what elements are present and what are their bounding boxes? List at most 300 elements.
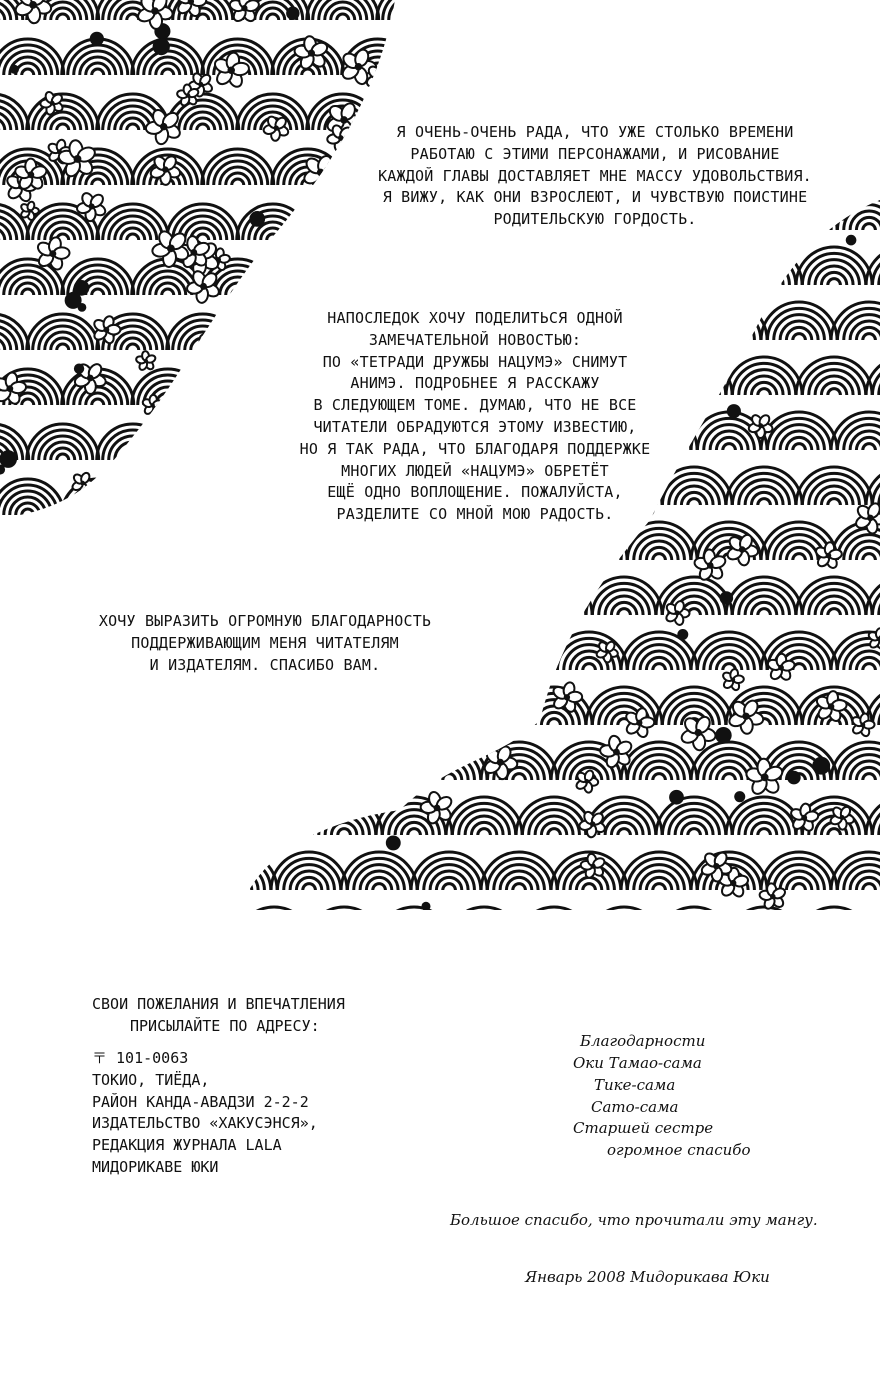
wave-arc	[459, 700, 510, 725]
wave-arc	[312, 253, 375, 285]
wave-arc	[828, 829, 841, 835]
wave-arc	[233, 884, 246, 890]
wave-arc	[331, 712, 356, 725]
wave-arc	[548, 719, 561, 725]
wave-arc	[443, 554, 456, 560]
flower-motif	[748, 413, 774, 438]
wave-arc	[395, 2, 400, 20]
wave-arc	[802, 583, 865, 615]
wave-arc	[739, 260, 790, 285]
wave-arc	[516, 907, 592, 915]
ink-blossom	[677, 629, 688, 640]
wave-arc	[802, 253, 865, 285]
wave-arc	[446, 907, 522, 915]
wave-arc	[408, 279, 421, 285]
wave-arc	[592, 583, 655, 615]
ink-blossom	[846, 235, 857, 246]
wave-arc	[424, 535, 475, 560]
ink-blossom	[714, 256, 726, 268]
wave-arc	[214, 315, 265, 340]
flower-motif	[726, 533, 759, 566]
flower-motif	[136, 0, 174, 29]
wave-arc	[653, 884, 666, 890]
wave-arc	[373, 774, 386, 780]
wave-arc	[303, 884, 316, 890]
wave-arc	[688, 279, 701, 285]
wave-arc	[255, 816, 293, 835]
wave-arc	[312, 803, 375, 835]
text-line: ЗАМЕЧАТЕЛЬНОЙ НОВОСТЬЮ:	[368, 330, 582, 349]
wave-arc	[793, 444, 806, 450]
flower-motif	[292, 220, 316, 244]
wave-arc	[443, 774, 456, 780]
wave-arc	[306, 247, 382, 285]
flower-motif	[149, 154, 181, 185]
wave-arc	[201, 412, 277, 450]
wave-arc	[541, 602, 566, 615]
wave-arc	[465, 266, 503, 285]
wave-arc	[201, 200, 277, 230]
thanks-for-reading: Большое спасибо, что прочитали эту мангу.	[450, 1211, 818, 1229]
wave-arc	[828, 609, 841, 615]
wave-arc	[271, 742, 347, 780]
ink-blossom	[153, 38, 170, 55]
wave-arc	[535, 266, 573, 285]
flower-motif	[727, 698, 764, 734]
wave-arc	[653, 664, 666, 670]
wave-arc	[688, 829, 701, 835]
wave-arc	[249, 810, 300, 835]
wave-arc	[513, 884, 526, 890]
wave-arc	[758, 829, 771, 835]
wave-arc	[522, 583, 585, 615]
wave-arc	[271, 200, 347, 230]
wave-arc	[529, 590, 580, 615]
wave-arc	[732, 253, 795, 285]
wave-arc	[494, 535, 545, 560]
wave-arc	[548, 829, 561, 835]
wave-arc	[290, 211, 328, 230]
wave-arc	[697, 308, 760, 340]
wave-arc	[751, 272, 776, 285]
wave-arc	[459, 590, 510, 615]
text-line: ИЗДАТЕЛЬСТВО «ХАКУСЭНСЯ»,	[92, 1114, 318, 1133]
thanks-message	[80, 611, 450, 676]
wave-arc	[506, 547, 531, 560]
flower-motif	[572, 276, 601, 306]
wave-arc	[389, 700, 440, 725]
flower-motif	[580, 853, 606, 879]
ink-blossom	[478, 547, 493, 562]
wave-arc	[290, 761, 328, 780]
wave-arc	[662, 253, 725, 285]
wave-arc	[583, 664, 596, 670]
wave-arc	[277, 528, 340, 560]
wave-arc	[249, 700, 300, 725]
wave-arc	[726, 907, 802, 915]
flower-motif	[334, 230, 366, 263]
wave-arc	[242, 913, 305, 915]
wave-arc	[704, 315, 755, 340]
wave-arc	[268, 829, 281, 835]
wave-arc	[866, 907, 880, 915]
wave-arc	[592, 253, 655, 285]
wave-arc	[302, 69, 314, 75]
wave-arc	[389, 0, 400, 20]
wave-arc	[465, 596, 503, 615]
flower-motif	[314, 724, 346, 755]
wave-arc	[236, 797, 312, 835]
wave-arc	[478, 719, 491, 725]
wave-arc	[500, 541, 538, 560]
wave-arc	[236, 907, 312, 915]
wave-arc	[267, 14, 279, 20]
wave-arc	[863, 334, 876, 340]
wave-arc	[214, 755, 265, 780]
wave-arc	[242, 693, 305, 725]
wave-arc	[513, 664, 526, 670]
wave-arc	[284, 755, 335, 780]
wave-arc	[592, 913, 655, 915]
wave-arc	[373, 554, 386, 560]
wave-arc	[627, 858, 690, 890]
wave-arc	[653, 774, 666, 780]
wave-arc	[557, 528, 620, 560]
wave-arc	[319, 700, 370, 725]
wave-arc	[417, 528, 480, 560]
wave-arc	[732, 363, 795, 395]
wave-arc	[471, 602, 496, 615]
wave-arc	[863, 774, 876, 780]
wave-arc	[828, 279, 841, 285]
wave-arc	[162, 69, 174, 75]
text-line: ЧИТАТЕЛИ ОБРАДУЮТСЯ ЭТОМУ ИЗВЕСТИЮ,	[313, 417, 637, 436]
wave-arc	[605, 266, 643, 285]
wave-arc	[376, 687, 452, 725]
wave-arc	[207, 748, 270, 780]
wave-arc	[408, 719, 421, 725]
wave-arc	[347, 528, 410, 560]
wave-arc	[331, 272, 356, 285]
wave-arc	[207, 200, 270, 230]
wave-arc	[354, 535, 405, 560]
wave-arc	[220, 321, 258, 340]
wave-arc	[401, 272, 426, 285]
flower-motif	[722, 668, 745, 691]
wave-arc	[662, 913, 725, 915]
wave-arc	[548, 279, 561, 285]
credits-closing: огромное спасибо	[607, 1141, 751, 1159]
flower-motif	[263, 527, 285, 548]
wave-arc	[443, 884, 456, 890]
wave-arc	[586, 247, 662, 285]
wave-arc	[92, 179, 104, 185]
wave-arc	[373, 884, 386, 890]
wave-arc	[723, 774, 736, 780]
wave-arc	[233, 554, 246, 560]
wave-arc	[529, 260, 580, 285]
credit-name-1: Оки Тамао-сама	[573, 1054, 702, 1072]
text-line: НАПОСЛЕДОК ХОЧУ ПОДЕЛИТЬСЯ ОДНОЙ	[327, 309, 623, 327]
wave-arc	[220, 541, 258, 560]
text-line: И ИЗДАТЕЛЯМ. СПАСИБО ВАМ.	[149, 655, 381, 674]
wave-arc	[207, 418, 270, 450]
wave-arc	[611, 272, 636, 285]
wave-arc	[570, 541, 608, 560]
wave-arc	[758, 499, 771, 505]
ink-blossom	[421, 902, 430, 911]
wave-arc	[478, 829, 491, 835]
wave-arc	[487, 638, 550, 670]
flower-motif	[248, 522, 271, 544]
wave-arc	[618, 609, 631, 615]
wave-arc	[338, 719, 351, 725]
wave-arc	[675, 266, 713, 285]
flower-motif	[789, 803, 819, 833]
flower-motif	[596, 640, 619, 662]
wave-arc	[360, 761, 398, 780]
wave-arc	[312, 913, 375, 915]
credit-name-3: Сато-сама	[591, 1098, 679, 1116]
credit-name-4: Старшей сестре	[573, 1119, 714, 1137]
wave-arc	[446, 577, 522, 615]
wave-arc	[277, 200, 340, 230]
wave-arc	[522, 803, 585, 835]
wave-arc	[284, 205, 335, 230]
wave-arc	[516, 247, 592, 285]
wave-arc	[767, 858, 830, 890]
ink-blossom	[669, 790, 684, 805]
news-message	[270, 308, 680, 526]
wave-arc	[478, 609, 491, 615]
wave-arc	[366, 547, 391, 560]
wave-arc	[319, 260, 370, 285]
wave-arc	[793, 334, 806, 340]
flower-motif	[339, 525, 374, 559]
wave-arc	[22, 69, 34, 75]
flower-motif	[235, 793, 274, 831]
ink-blossom	[386, 835, 401, 850]
wave-arc	[325, 706, 363, 725]
wave-arc	[697, 638, 760, 670]
wave-arc	[863, 224, 876, 230]
wave-arc	[828, 499, 841, 505]
wave-arc	[201, 302, 277, 340]
wave-arc	[226, 547, 251, 560]
ink-blossom	[692, 301, 709, 318]
ink-blossom	[272, 561, 282, 571]
wave-arc	[500, 651, 538, 670]
address-heading-line-1: СВОИ ПОЖЕЛАНИЯ И ВПЕЧАТЛЕНИЯ	[92, 995, 345, 1013]
address-heading	[92, 994, 345, 1038]
wave-arc	[347, 748, 410, 780]
wave-arc	[732, 913, 795, 915]
flower-motif	[378, 101, 400, 124]
wave-arc	[226, 767, 251, 780]
text-line: МНОГИХ ЛЮДЕЙ «НАЦУМЭ» ОБРЕТЁТ	[341, 461, 609, 480]
wave-arc	[863, 554, 876, 560]
flower-motif	[302, 154, 339, 191]
text-line: ПО «ТЕТРАДИ ДРУЖБЫ НАЦУМЭ» СНИМУТ	[322, 352, 628, 371]
wave-arc	[207, 528, 270, 560]
wave-arc	[395, 706, 433, 725]
wave-arc	[586, 907, 662, 915]
wave-arc	[197, 124, 209, 130]
wave-arc	[758, 609, 771, 615]
wave-arc	[236, 247, 312, 285]
wave-arc	[233, 334, 246, 340]
wave-arc	[57, 124, 69, 130]
wave-arc	[669, 260, 720, 285]
wave-arc	[277, 858, 340, 890]
ink-blossom	[286, 7, 299, 20]
intro-message	[360, 122, 830, 231]
wave-arc	[627, 748, 690, 780]
wave-arc	[745, 266, 783, 285]
wave-arc	[726, 247, 802, 285]
wave-arc	[255, 706, 293, 725]
ink-blossom	[734, 791, 745, 802]
wave-arc	[341, 742, 417, 780]
wave-arc	[513, 554, 526, 560]
wave-arc	[249, 260, 300, 285]
wave-arc	[277, 748, 340, 780]
wave-arc	[268, 279, 281, 285]
wave-arc	[220, 431, 258, 450]
wave-arc	[522, 913, 585, 915]
wave-arc	[793, 884, 806, 890]
wave-arc	[535, 596, 573, 615]
wave-arc	[303, 224, 316, 230]
wave-arc	[233, 774, 246, 780]
wave-arc	[417, 858, 480, 890]
wave-arc	[376, 577, 452, 615]
wave-arc	[618, 829, 631, 835]
ink-blossom	[787, 771, 801, 785]
text-line: МИДОРИКАВЕ ЮКИ	[92, 1157, 219, 1176]
text-line: В СЛЕДУЮЩЕМ ТОМЕ. ДУМАЮ, ЧТО НЕ ВСЕ	[313, 396, 637, 415]
wave-arc	[268, 719, 281, 725]
wave-arc	[382, 253, 445, 285]
wave-arc	[261, 272, 286, 285]
wave-arc	[828, 389, 841, 395]
wave-arc	[236, 687, 312, 725]
flower-motif	[599, 735, 633, 769]
wave-arc	[360, 541, 398, 560]
text-line: ПОДДЕРЖИВАЮЩИМ МЕНЯ ЧИТАТЕЛЯМ	[131, 633, 399, 652]
wave-arc	[303, 554, 316, 560]
wave-arc	[548, 609, 561, 615]
wave-arc	[681, 382, 706, 395]
wave-arc	[802, 913, 865, 915]
wave-arc	[459, 260, 510, 285]
wave-arc	[408, 829, 421, 835]
wave-arc	[513, 774, 526, 780]
wave-arc	[732, 583, 795, 615]
text-line: РАЙОН КАНДА-АВАДЗИ 2-2-2	[92, 1092, 309, 1111]
wave-arc	[481, 522, 557, 560]
wave-arc	[338, 829, 351, 835]
wave-arc	[236, 577, 312, 615]
wave-arc	[226, 877, 251, 890]
wave-arc	[347, 858, 410, 890]
text-line: ХОЧУ ВЫРАЗИТЬ ОГРОМНУЮ БЛАГОДАРНОСТЬ	[98, 612, 432, 630]
wave-arc	[306, 687, 382, 725]
flower-motif	[579, 810, 607, 838]
wave-arc	[127, 124, 139, 130]
credits-title: Благодарности	[580, 1032, 706, 1050]
wave-arc	[767, 418, 830, 450]
wave-arc	[802, 363, 865, 395]
wave-arc	[312, 693, 375, 725]
wave-arc	[242, 803, 305, 835]
text-line: РЕДАКЦИЯ ЖУРНАЛА LALA	[92, 1136, 282, 1155]
flower-motif	[365, 63, 395, 93]
wave-arc	[214, 205, 265, 230]
wave-arc	[354, 755, 405, 780]
flower-motif	[498, 623, 535, 662]
text-line: Я ВИЖУ, КАК ОНИ ВЗРОСЛЕЮТ, И ЧУВСТВУЮ ПОИСТИНЕ	[382, 188, 808, 207]
wave-arc	[662, 803, 725, 835]
credit-name-2: Тике-сама	[594, 1076, 676, 1094]
ink-blossom	[90, 32, 104, 46]
wave-arc	[220, 211, 258, 230]
wave-arc	[296, 217, 321, 230]
wave-arc	[261, 822, 286, 835]
flower-motif	[232, 768, 266, 803]
wave-arc	[233, 224, 246, 230]
wave-arc	[376, 907, 452, 915]
ink-blossom	[312, 229, 328, 245]
wave-arc	[465, 706, 503, 725]
wave-arc	[716, 327, 741, 340]
wave-arc	[366, 767, 391, 780]
wave-arc	[389, 260, 440, 285]
wave-arc	[242, 253, 305, 285]
wave-arc	[688, 499, 701, 505]
wave-arc	[233, 444, 246, 450]
wave-arc	[863, 444, 876, 450]
wave-arc	[583, 884, 596, 890]
wave-arc	[0, 118, 5, 130]
wave-arc	[732, 473, 795, 505]
wave-arc	[863, 884, 876, 890]
wave-arc	[471, 272, 496, 285]
wave-arc	[226, 327, 251, 340]
wave-arc	[494, 645, 545, 670]
wave-arc	[551, 522, 627, 560]
wave-arc	[478, 279, 491, 285]
text-line: 〒 101-0063	[92, 1049, 189, 1067]
wave-arc	[214, 535, 265, 560]
wave-arc	[872, 913, 880, 915]
wave-arc	[382, 693, 445, 725]
ink-blossom	[715, 727, 732, 744]
wave-arc	[296, 547, 321, 560]
wave-arc	[481, 632, 557, 670]
wave-arc	[207, 308, 270, 340]
wave-arc	[487, 528, 550, 560]
wave-arc	[710, 321, 748, 340]
wave-arc	[220, 761, 258, 780]
wave-arc	[376, 247, 452, 285]
wave-arc	[732, 803, 795, 835]
wave-arc	[599, 260, 650, 285]
wave-arc	[681, 272, 706, 285]
wave-arc	[446, 247, 522, 285]
wave-arc	[627, 528, 690, 560]
wave-arc	[452, 803, 515, 835]
